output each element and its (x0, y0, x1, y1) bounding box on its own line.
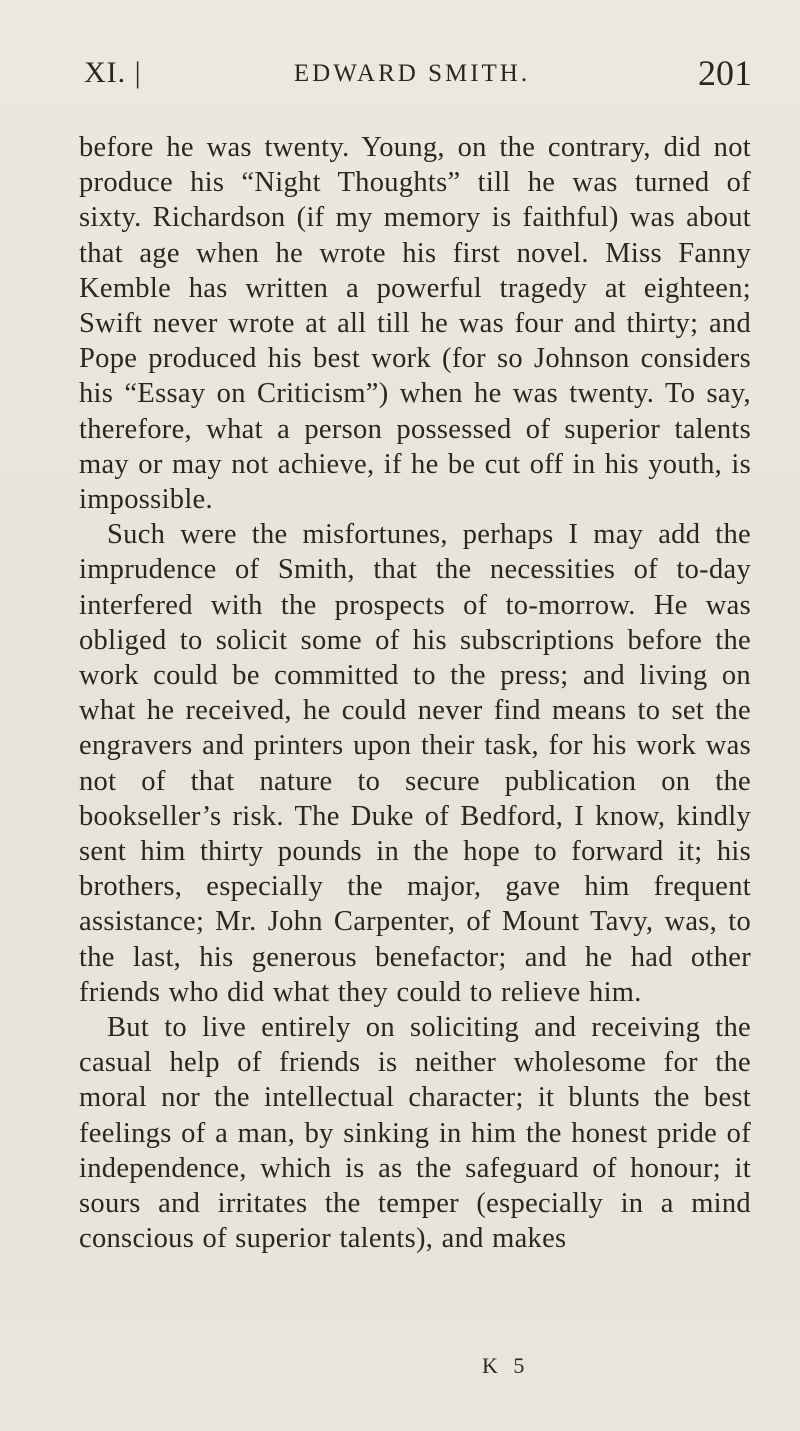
paragraph-1: before he was twenty. Young, on the contrary, did not produce his “Night Thoughts” till he was turned of sixty. Richardson (if my memory is faithful) was about that age when he wrote his first novel. Miss Fanny Kemble has written a powerful tragedy at eighteen; Swift never wrote at all till he was four and thirty; and Pope produced his best work (for so Johnson considers his “Essay on Criticism”) when he was twenty. To say, therefore, what a person possessed of superior talents may or may not achieve, if he be cut off in his youth, is impossible. (79, 132, 751, 516)
signature-mark: K 5 (482, 1353, 530, 1378)
body-text (79, 130, 751, 1257)
paragraph-3: But to live entirely on soliciting and receiving the casual help of friends is neither wholesome for the moral nor the intellectual character; it blunts the best feelings of a man, by sinking in him the honest pride of independence, which is as the safeguard of honour; it sours and irritates the temper (especially in a mind conscious of superior talents), and makes (79, 1012, 751, 1255)
running-head (72, 54, 752, 94)
paragraph-2: Such were the misfortunes, perhaps I may add the imprudence of Smith, that the necessities of to-day interfered with the prospects of to-morrow. He was obliged to solicit some of his subscriptions before the work could be committed to the press; and living on what he received, he could never find means to set the engravers and printers upon their task, for his work was not of that nature to secure publication on the bookseller’s risk. The Duke of Bedford, I know, kindly sent him thirty pounds in the hope to forward it; his brothers, especially the major, gave him frequent assistance; Mr. John Carpenter, of Mount Tavy, was, to the last, his generous benefactor; and he had other friends who did what they could to relieve him. (79, 519, 751, 1008)
running-title: EDWARD SMITH. (293, 60, 531, 87)
page-number: 201 (698, 53, 752, 93)
chapter-number: XI. | (84, 56, 142, 89)
